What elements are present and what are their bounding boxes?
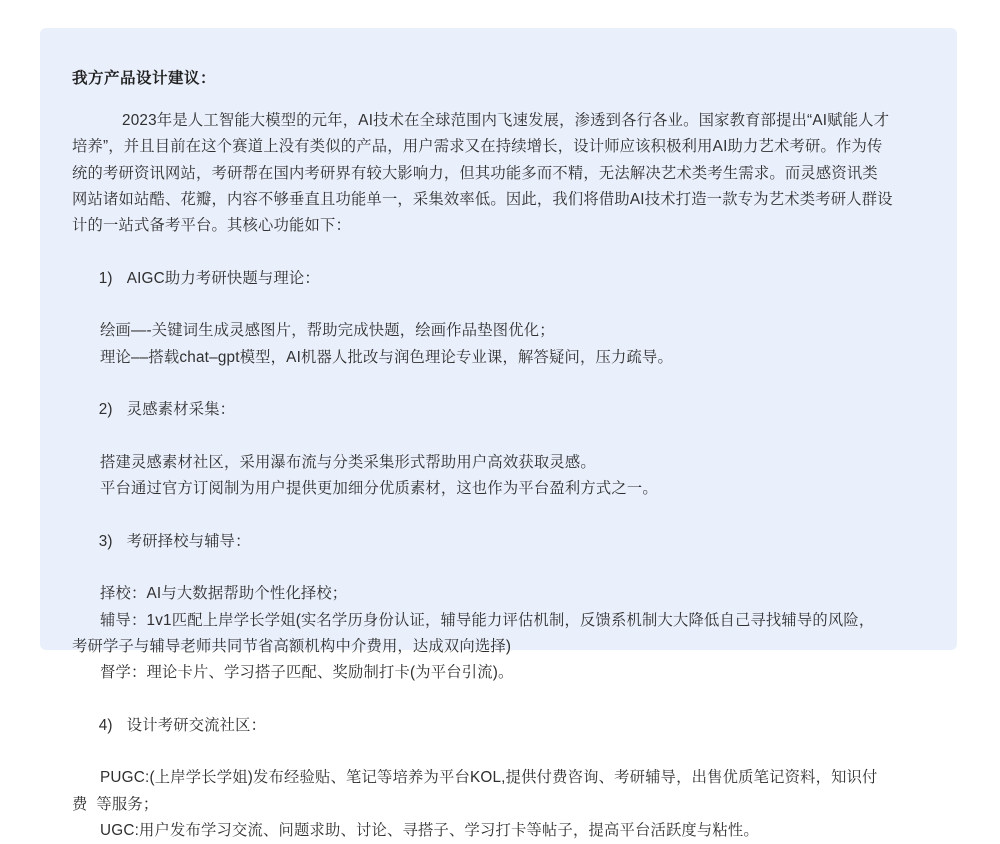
list-item-number: 3) — [98, 532, 113, 550]
list-item-2-detail: 平台通过官方订阅制为用户提供更加细分优质素材，这也作为平台盈利方式之一。 — [100, 480, 658, 498]
list-item-3-detail-continuation: 考研学子与辅导老师共同节省高额机构中介费用，达成双向选择) — [72, 637, 512, 655]
list-item-4-heading — [72, 687, 939, 766]
paragraph-line: 2023年是人工智能大模型的元年，AI技术在全球范围内飞速发展，渗透到各行各业。国家教育部提出“AI赋能人才 — [122, 112, 890, 129]
list-item-number: 2) — [98, 401, 113, 419]
list-item-number: 1) — [98, 269, 113, 287]
list-item-1-detail: 理论––搭载chat–gpt模型，AI机器人批改与润色理论专业课，解答疑问，压力疏导。 — [100, 348, 673, 366]
intro-paragraph — [72, 108, 939, 239]
paragraph-line: 计的一站式备考平台。其核心功能如下： — [72, 217, 351, 235]
list-item-4-detail: UGC:用户发布学习交流、问题求助、讨论、寻搭子、学习打卡等帖子，提高平台活跃度与粘性。 — [100, 822, 759, 840]
proposal-card — [40, 28, 957, 840]
list-item-2-heading — [72, 371, 939, 450]
paragraph-line: 统的考研资讯网站，考研帮在国内考研界有较大影响力，但其功能多而不精，无法解决艺术类考生需求。而灵感资讯类 — [72, 164, 878, 182]
list-item-1-detail: 绘画—-关键词生成灵感图片，帮助完成快题，绘画作品垫图优化； — [100, 322, 555, 340]
list-item-label: AIGC助力考研快题与理论： — [126, 269, 320, 287]
list-item-4-detail-continuation: 费 等服务； — [72, 795, 159, 813]
list-item-label: 设计考研交流社区： — [126, 716, 267, 734]
paragraph-line: 培养”，并且目前在这个赛道上没有类似的产品，用户需求又在持续增长，设计师应该积极利用AI助力艺术考研。作为传 — [72, 138, 883, 156]
list-item-4-detail: PUGC:(上岸学长学姐)发布经验贴、笔记等培养为平台KOL,提供付费咨询、考研辅导，出售优质笔记资料，知识付 — [100, 769, 878, 787]
list-item-3-detail: 辅导：1v1匹配上岸学长学姐(实名学历身份认证，辅导能力评估机制，反馈系机制大大降低自己寻找辅导的风险， — [100, 611, 875, 629]
list-item-3-heading — [72, 502, 939, 581]
list-item-3-detail: 督学：理论卡片、学习搭子匹配、奖励制打卡(为平台引流)。 — [100, 664, 514, 682]
feature-list — [72, 239, 939, 844]
document-title: 我方产品设计建议： — [72, 70, 217, 87]
list-item-label: 灵感素材采集： — [126, 401, 236, 419]
list-item-1-heading — [72, 239, 939, 318]
list-item-3-detail: 择校：AI与大数据帮助个性化择校； — [100, 585, 348, 603]
list-item-label: 考研择校与辅导： — [126, 532, 251, 550]
list-item-number: 4) — [98, 716, 113, 734]
paragraph-line: 网站诸如站酷、花瓣，内容不够垂直且功能单一，采集效率低。因此，我们将借助AI技术打造一款专为艺术类考研人群设 — [72, 190, 893, 208]
list-item-2-detail: 搭建灵感素材社区，采用瀑布流与分类采集形式帮助用户高效获取灵感。 — [100, 453, 596, 471]
